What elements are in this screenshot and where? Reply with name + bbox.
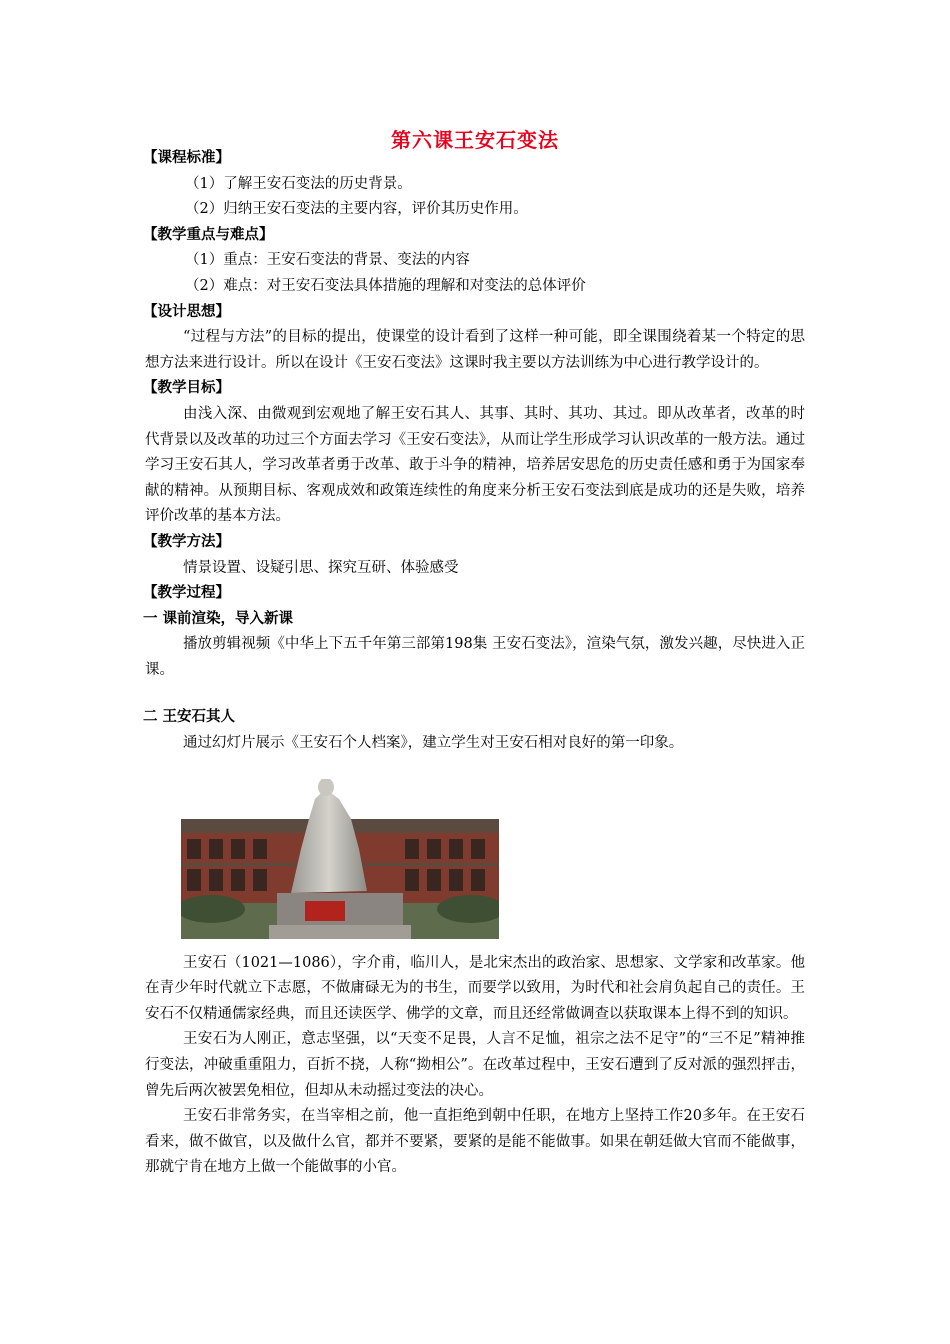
heading-goals: 【教学目标】 <box>143 380 230 397</box>
process-part1-paragraph: 播放剪辑视频《中华上下五千年第三部第198集 王安石变法》，渲染气氛，激发兴趣，尽快进入正课。 <box>145 636 805 678</box>
spacer <box>145 683 805 705</box>
document-title: 第六课王安石变法 <box>391 128 559 152</box>
process-part2-heading: 二 王安石其人 <box>143 709 236 726</box>
heading-standard: 【课程标准】 <box>143 150 230 166</box>
document-body <box>145 146 805 1181</box>
process-part2-intro: 通过幻灯片展示《王安石个人档案》，建立学生对王安石相对良好的第一印象。 <box>183 735 684 752</box>
heading-keypoints: 【教学重点与难点】 <box>143 226 274 243</box>
keypoint-item-2: （2）难点：对王安石变法具体措施的理解和对变法的总体评价 <box>185 277 586 294</box>
wang-anshi-statue-photo <box>181 779 499 939</box>
process-part2-para2: 王安石（1021—1086），字介甫，临川人，是北宋杰出的政治家、思想家、文学家和改革家。他在青少年时代就立下志愿，不做庸碌无为的书生，而要学以致用，为时代和社会肩负起自己的责任。王安石不仅精通儒家经典，而且还读医学、佛学的文章，而且还经常做调查以获取课本上得不到的知识。 <box>145 954 805 1022</box>
methods-paragraph: 情景设置、设疑引思、探究互研、体验感受 <box>183 559 459 576</box>
standard-item-2: （2）归纳王安石变法的主要内容，评价其历史作用。 <box>185 201 528 218</box>
heading-design: 【设计思想】 <box>143 303 230 320</box>
standard-item-1: （1）了解王安石变法的历史背景。 <box>185 175 412 192</box>
process-part2-para4: 王安石非常务实，在当宰相之前，他一直拒绝到朝中任职，在地方上坚持工作20多年。在王安石看来，做不做官，以及做什么官，都并不要紧，要紧的是能不能做事。如果在朝廷做大官而不能做事，那就宁肯在地方上做一个能做事的小官。 <box>145 1108 805 1176</box>
process-part1-heading: 一 课前渲染，导入新课 <box>143 610 294 627</box>
goals-paragraph: 由浅入深、由微观到宏观地了解王安石其人、其事、其时、其功、其过。即从改革者，改革的时代背景以及改革的功过三个方面去学习《王安石变法》，从而让学生形成学习认识改革的一般方法。通过学习王安石其人，学习改革者勇于改革、敢于斗争的精神，培养居安思危的历史责任感和勇于为国家奉献的精神。从预期目标、客观成效和政策连续性的角度来分析王安石变法到底是成功的还是失败，培养评价改革的基本方法。 <box>145 405 805 525</box>
keypoint-item-1: （1）重点：王安石变法的背景、变法的内容 <box>185 252 470 269</box>
process-part2-para3: 王安石为人刚正，意志坚强，以“天变不足畏，人言不足恤，祖宗之法不足守”的“三不足”精神推行变法，冲破重重阻力，百折不挠，人称“拗相公”。在改革过程中，王安石遭到了反对派的强烈抨击，曾先后两次被罢免相位，但却从未动摇过变法的决心。 <box>145 1031 805 1099</box>
heading-process: 【教学过程】 <box>143 585 230 602</box>
design-paragraph: “过程与方法”的目标的提出，使课堂的设计看到了这样一种可能，即全课围绕着某一个特定的思想方法来进行设计。所以在设计《王安石变法》这课时我主要以方法训练为中心进行教学设计的。 <box>145 329 805 371</box>
heading-methods: 【教学方法】 <box>143 533 230 550</box>
statue-photo-illustration <box>181 779 499 939</box>
